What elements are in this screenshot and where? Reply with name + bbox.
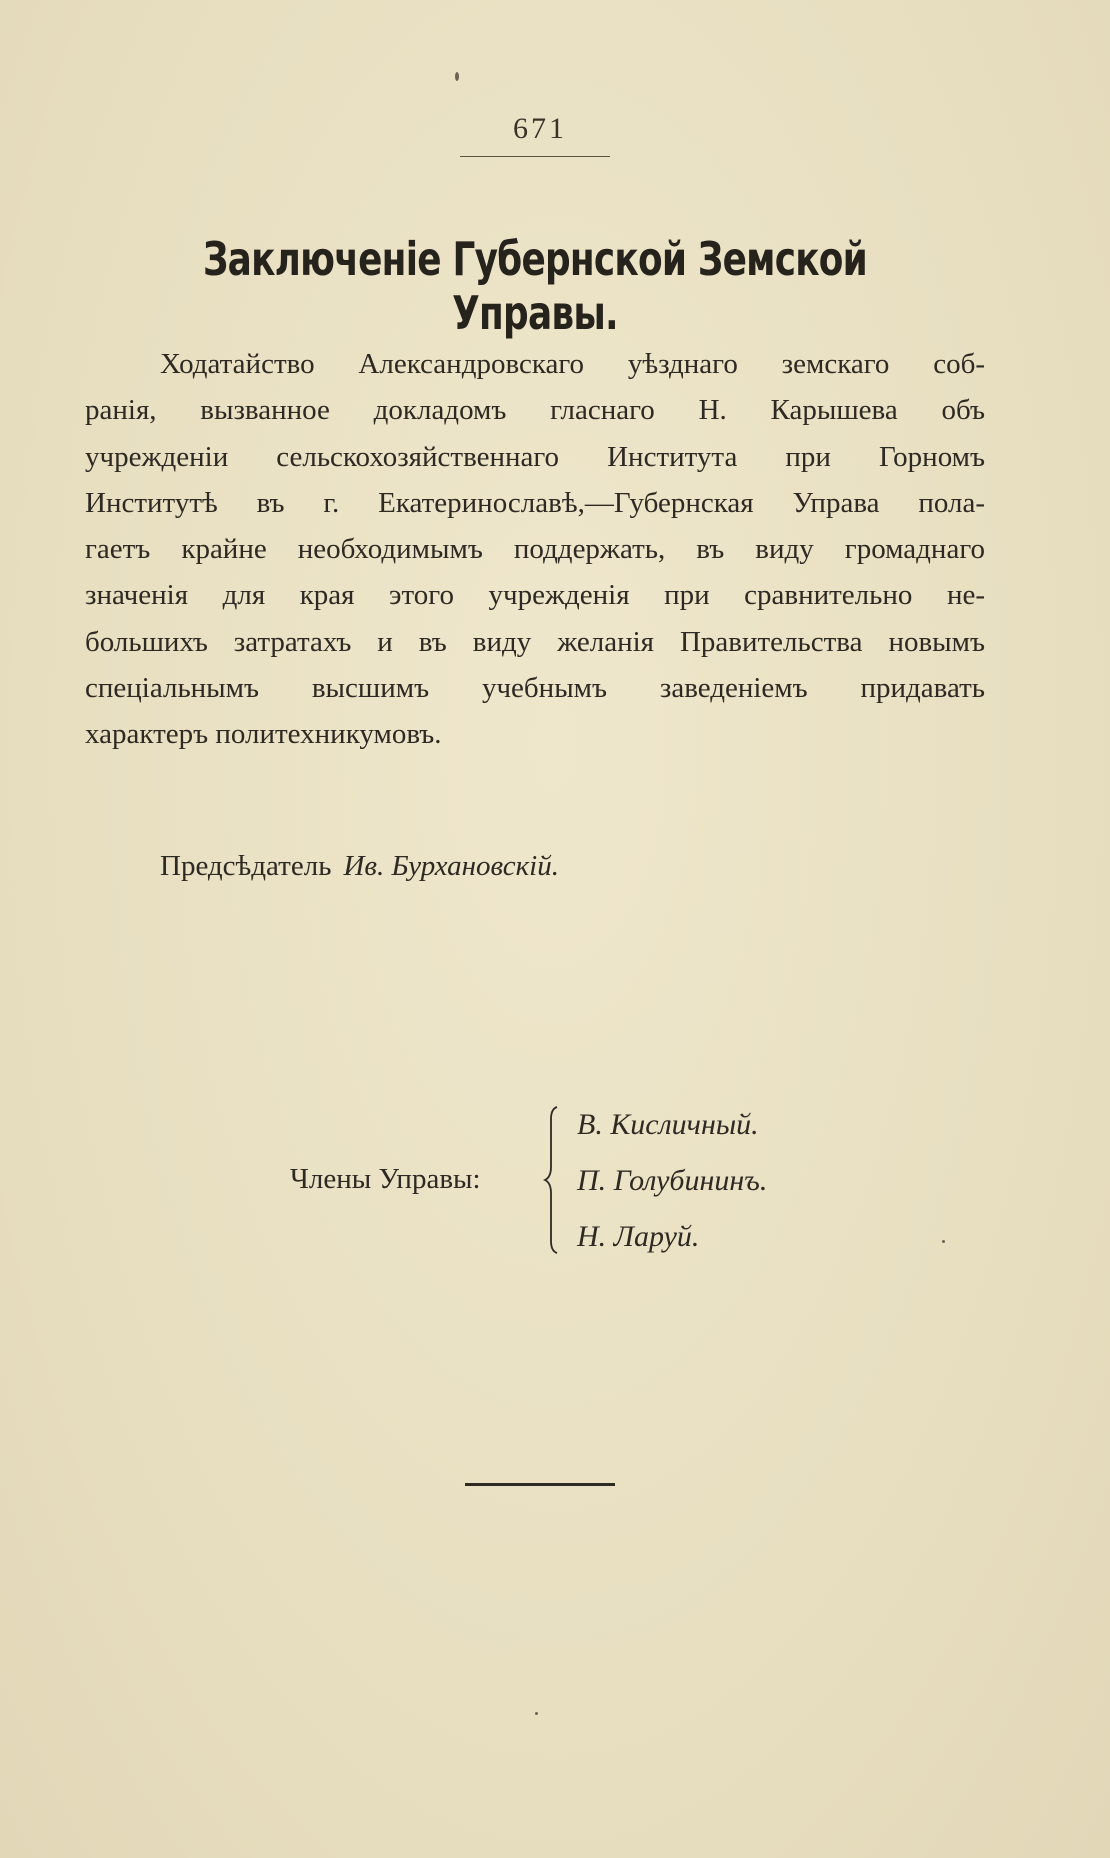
paper-speck <box>535 1712 538 1715</box>
paragraph-line: спеціальнымъ высшимъ учебнымъ заведеніемъ придавать <box>85 672 985 705</box>
closing-rule <box>465 1483 615 1486</box>
paper-speck <box>942 1240 945 1243</box>
member-name: Н. Ларуй. <box>577 1220 700 1253</box>
paper-speck <box>455 72 459 81</box>
body-paragraph <box>85 341 985 758</box>
paragraph-line: Институтѣ въ г. Екатеринославѣ,—Губернская Управа пола- <box>85 486 985 519</box>
paragraph-line: Ходатайство Александровскаго уѣзднаго земскаго соб- <box>160 348 985 380</box>
chairman-name: Ив. Бурхановскій. <box>343 850 559 882</box>
paragraph-line: гаетъ крайне необходимымъ поддержать, въ виду громаднаго <box>85 533 985 566</box>
member-name: П. Голубининъ. <box>577 1164 768 1197</box>
paragraph-line: большихъ затратахъ и въ виду желанія Правительства новымъ <box>85 625 985 658</box>
section-title: Заключеніе Губернской Земской Управы. <box>202 232 868 340</box>
paragraph-line: учрежденіи сельскохозяйственнаго Института при Горномъ <box>85 440 985 473</box>
members-label: Члены Управы: <box>290 1163 481 1195</box>
curly-brace-icon <box>543 1105 563 1255</box>
paragraph-line: ранія, вызванное докладомъ гласнаго Н. Карышева объ <box>85 394 985 427</box>
member-name: В. Кисличный. <box>577 1108 759 1141</box>
chairman-signature-line <box>160 850 559 883</box>
page-number: 671 <box>513 112 567 145</box>
paragraph-line: значенія для края этого учрежденія при сравнительно не- <box>85 579 985 612</box>
paragraph-line: характеръ политехникумовъ. <box>85 718 442 751</box>
page-number-rule <box>460 156 610 157</box>
chairman-label: Предсѣдатель <box>160 850 332 882</box>
